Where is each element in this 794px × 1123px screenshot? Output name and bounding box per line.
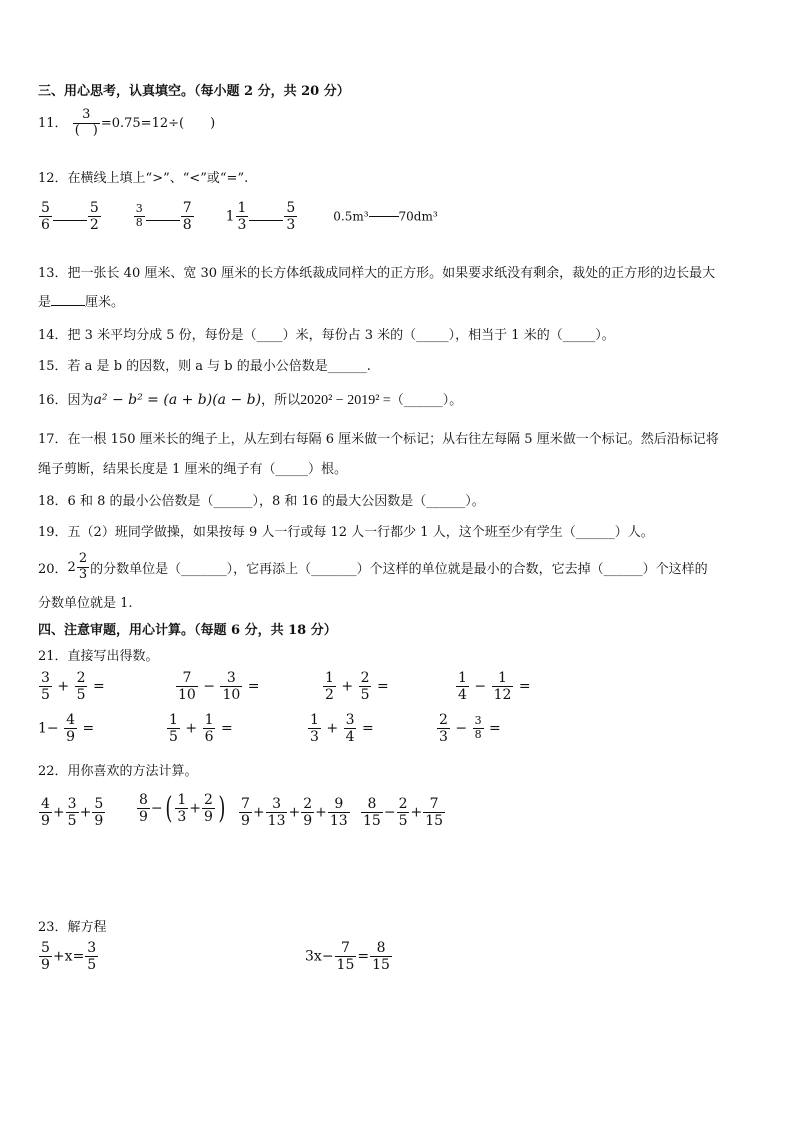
- equation-2: 3x− $\frac{7}{15}$ = $\frac{8}{15}$: [305, 940, 390, 974]
- numerator: 5: [41, 200, 50, 216]
- section-4-title: 四、注意审题，用心计算。（每题 6 分，共 18 分）: [38, 623, 337, 638]
- question-20-line2: 分数单位就是 1.: [38, 596, 133, 611]
- answer-blank[interactable]: [51, 305, 85, 306]
- question-12: [38, 167, 248, 186]
- question-number: 15．: [38, 359, 68, 374]
- question-17-line1: 在一根 150 厘米长的绳子上，从左到右每隔 6 厘米做一个标记；从右往左每隔 5 厘米做一个标记。然后沿标记将: [67, 432, 719, 447]
- question-15-text: 若 a 是 b 的因数，则 a 与 b 的最小公倍数是______.: [67, 359, 371, 374]
- numerator: 7: [182, 200, 192, 216]
- question-13-line1: 把一张长 40 厘米、宽 30 厘米的长方体纸裁成同样大的正方形。如果要求纸没有剩余，裁处的正方形的边长最大: [67, 266, 716, 281]
- text: 因为: [67, 393, 94, 408]
- question-number: 14．: [38, 328, 68, 343]
- question-14-text: 把 3 米平均分成 5 份，每份是（____）米，每份占 3 米的（_____），相当于 1 米的（_____）。: [67, 328, 615, 343]
- calc-expr-1: $\frac{4}{9}$ + $\frac{3}{5}$ + $\frac{5}{9}$: [41, 796, 104, 830]
- numerator: 5: [89, 200, 99, 216]
- oral-calc-6: $\frac{1}{5}$ + $\frac{1}{6}$ =: [169, 712, 233, 746]
- answer-blank[interactable]: [53, 220, 87, 221]
- compare-row: [38, 200, 438, 233]
- question-17-line2: 绳子剪断，结果长度是 1 厘米的绳子有（_____）根。: [38, 462, 348, 477]
- denominator: 8: [135, 216, 143, 230]
- oral-calc-1: $\frac{3}{5}$ + $\frac{2}{5}$ =: [41, 670, 105, 704]
- expression: 2020² − 2019² =: [300, 393, 391, 408]
- question-number: 18．: [38, 494, 68, 509]
- calc-expr-3: $\frac{7}{9}$ + $\frac{3}{13}$ + $\frac{2}{9}$ + $\frac{9}{13}$: [241, 796, 348, 830]
- oral-calc-5: 1− $\frac{4}{9}$ =: [38, 712, 95, 746]
- calc-expr-2: $\frac{8}{9}$ −( $\frac{1}{3}$ + $\frac{2}{9}$ ): [139, 790, 226, 826]
- denominator: 2: [89, 217, 99, 234]
- question-number: 20．: [38, 561, 68, 577]
- oral-calc-7: $\frac{1}{3}$ + $\frac{3}{4}$ =: [310, 712, 374, 746]
- answer-blank[interactable]: [146, 220, 180, 221]
- question-21: [38, 645, 159, 664]
- oral-calc-3: $\frac{1}{2}$ + $\frac{2}{5}$ =: [325, 670, 389, 704]
- question-number: 13．: [38, 266, 68, 281]
- question-23: [38, 916, 107, 935]
- formula: a² − b² = (a + b)(a − b): [93, 392, 262, 408]
- question-14: [38, 324, 615, 343]
- denominator: 3: [286, 217, 296, 234]
- question-12-text: 在横线上填上“>”、“<”或“=”.: [67, 171, 249, 186]
- oral-calc-2: $\frac{7}{10}$ − $\frac{3}{10}$ =: [178, 670, 260, 704]
- question-20: [38, 552, 708, 583]
- question-18: [38, 490, 485, 509]
- question-18-text: 6 和 8 的最小公倍数是（______），8 和 16 的最大公因数是（______）。: [67, 494, 485, 509]
- question-number: 17．: [38, 432, 68, 447]
- denominator: 8: [182, 217, 192, 234]
- question-16: [38, 389, 462, 409]
- answer-blank[interactable]: [249, 220, 283, 221]
- question-13: [38, 262, 715, 281]
- whole-number: 2: [67, 559, 76, 575]
- equation-1: $\frac{5}{9}$ +x= $\frac{3}{5}$: [41, 940, 97, 974]
- question-number: 19．: [38, 525, 68, 540]
- question-13-line2: [38, 291, 124, 310]
- denominator: ( ): [74, 122, 98, 138]
- question-20-line1: 的分数单位是（_______），它再添上（_______）个这样的单位就是最小的合数，它去掉（______）个这样的: [90, 561, 708, 577]
- question-15: [38, 355, 371, 374]
- question-19: [38, 521, 654, 540]
- denominator: 3: [78, 566, 88, 582]
- text: （______）。: [390, 393, 463, 408]
- question-23-text: 解方程: [67, 920, 107, 935]
- oral-calc-8: $\frac{2}{3}$ − $\frac{3}{8}$ =: [439, 712, 501, 746]
- question-11: [38, 108, 215, 139]
- question-number: 21．: [38, 649, 68, 664]
- volume-a: 0.5m³: [333, 209, 369, 224]
- section-3-title: 三、用心思考，认真填空。（每小题 2 分，共 20 分）: [38, 84, 350, 99]
- answer-blank[interactable]: [369, 216, 399, 217]
- text: ，所以: [261, 393, 301, 408]
- question-11-rest: =0.75=12÷( ): [100, 115, 216, 131]
- question-21-text: 直接写出得数。: [67, 649, 159, 664]
- question-number: 23．: [38, 920, 68, 935]
- denominator: 6: [41, 217, 50, 234]
- whole-number: 1: [225, 208, 235, 225]
- numerator: 3: [135, 202, 143, 216]
- numerator: 5: [286, 200, 296, 216]
- question-number: 12．: [38, 171, 68, 186]
- question-number: 11．: [38, 115, 68, 131]
- numerator: 3: [82, 107, 91, 122]
- question-number: 16．: [38, 393, 68, 408]
- question-19-text: 五（2）班同学做操，如果按每 9 人一行或每 12 人一行都少 1 人，这个班至少有学生（______）人。: [67, 525, 654, 540]
- question-22-text: 用你喜欢的方法计算。: [67, 764, 198, 779]
- fraction: [73, 108, 100, 139]
- volume-b: 70dm³: [398, 209, 438, 224]
- numerator: 1: [237, 200, 247, 216]
- question-17: [38, 428, 719, 447]
- text: 是: [38, 295, 52, 310]
- denominator: 3: [237, 217, 247, 234]
- question-number: 22．: [38, 764, 68, 779]
- numerator: 2: [78, 551, 88, 566]
- question-22: [38, 760, 198, 779]
- calc-expr-4: $\frac{8}{15}$ − $\frac{2}{5}$ + $\frac{7}{15}$: [363, 796, 444, 830]
- text: 厘米。: [85, 295, 125, 310]
- oral-calc-4: $\frac{1}{4}$ − $\frac{1}{12}$ =: [458, 670, 531, 704]
